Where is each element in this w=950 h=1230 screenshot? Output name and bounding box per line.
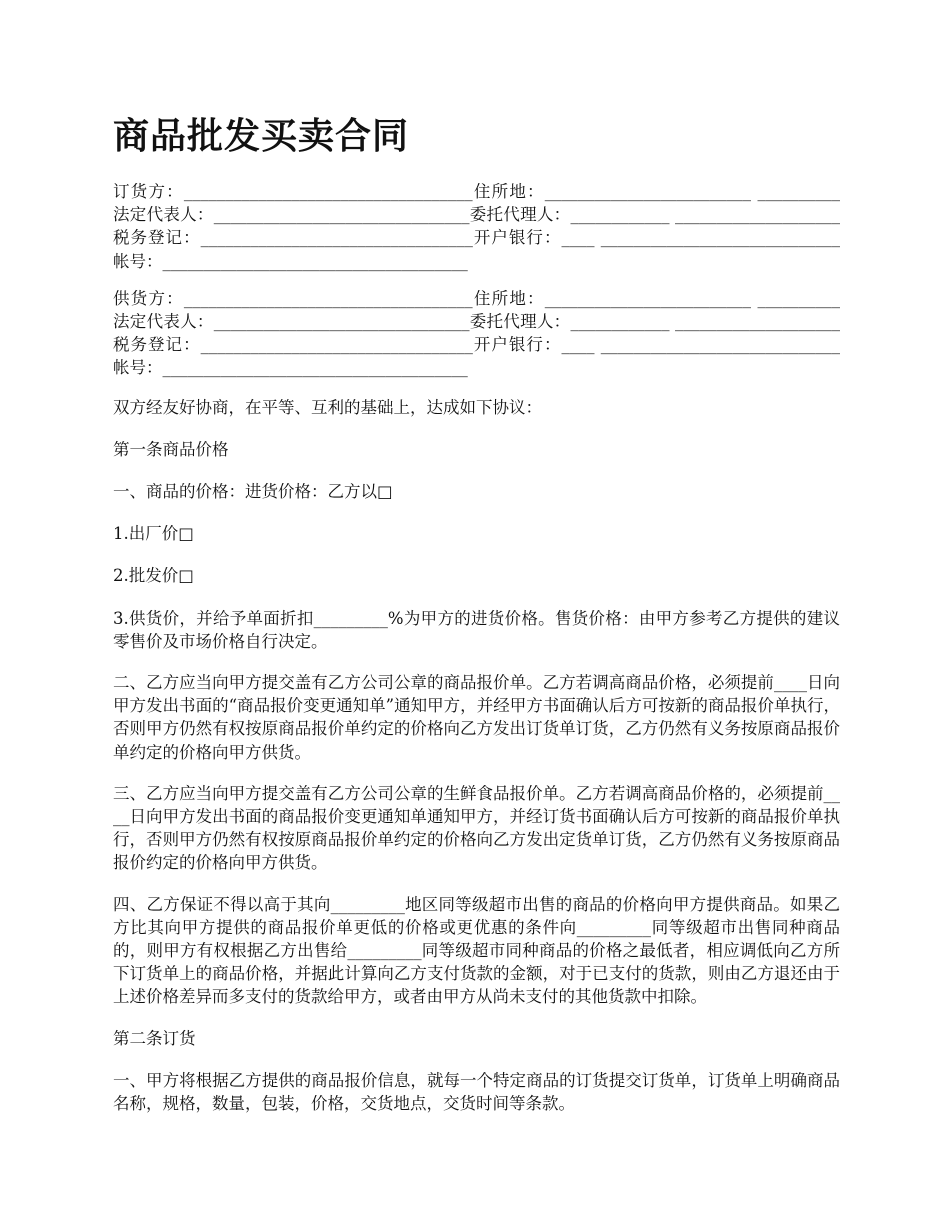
article-2-clause-1: 一、甲方将根据乙方提供的商品报价信息，就每一个特定商品的订货提交订货单，订货单上明确商品名称，规格，数量，包装，价格，交货地点，交货时间等条款。: [113, 1070, 840, 1114]
seller-info-block: 供货方：___________________________________住所地：_________________________ __________法定代表人：_______________________________委托代理人：____________ ____________________税务登记：_________________________________开户银行：____ _____________________________帐号：_____________________________________: [113, 288, 840, 378]
article-1-clause-4: 四、乙方保证不得以高于其向_________地区同等级超市出售的商品的价格向甲方提供商品。如果乙方比其向甲方提供的商品报价单更低的价格或更优惠的条件向_________同等级超市出售同种商品的，则甲方有权根据乙方出售给_________同等级超市同种商品的价格之最低者，相应调低向乙方所下订货单上的商品价格，并据此计算向乙方支付货款的金额，对于已支付的货款，则由乙方退还由于上述价格差异而多支付的货款给甲方，或者由甲方从尚未支付的其他货款中扣除。: [113, 894, 840, 1007]
article-2-heading: 第二条订货: [113, 1028, 196, 1048]
intro-paragraph: 双方经友好协商，在平等、互利的基础上，达成如下协议：: [113, 397, 542, 417]
article-1-clause-1: 一、商品的价格：进货价格：乙方以□: [113, 482, 393, 502]
article-1-clause-3: 三、乙方应当向甲方提交盖有乙方公司公章的生鲜食品报价单。乙方若调高商品价格的，必须提前____日向甲方发出书面的商品报价变更通知单通知甲方，并经订货书面确认后方可按新的商品报价单执行，否则甲方仍然有权按原商品报价单约定的价格向乙方发出定货单订货，乙方仍然有义务按原商品报价约定的价格向甲方供货。: [113, 783, 840, 873]
buyer-info-block: 订货方：___________________________________住所地：_________________________ __________法定代表人：_______________________________委托代理人：____________ ____________________税务登记：_________________________________开户银行：____ _____________________________帐号：_____________________________________: [113, 182, 840, 271]
article-1-heading: 第一条商品价格: [113, 439, 229, 459]
article-1-item-2: 2.批发价□: [113, 566, 194, 586]
document-title: 商品批发买卖合同: [113, 115, 410, 157]
article-1-item-3: 3.供货价，并给予单面折扣_________%为甲方的进货价格。售货价格：由甲方参考乙方提供的建议零售价及市场价格自行决定。: [113, 608, 840, 651]
article-1-item-1: 1.出厂价□: [113, 524, 194, 544]
document-body: [113, 180, 840, 1133]
article-1-clause-2: 二、乙方应当向甲方提交盖有乙方公司公章的商品报价单。乙方若调高商品价格，必须提前____日向甲方发出书面的“商品报价变更通知单”通知甲方，并经甲方书面确认后方可按新的商品报价单执行，否则甲方仍然有权按原商品报价单约定的价格向乙方发出订货单订货，乙方仍然有义务按原商品报价单约定的价格向甲方供货。: [113, 673, 840, 762]
